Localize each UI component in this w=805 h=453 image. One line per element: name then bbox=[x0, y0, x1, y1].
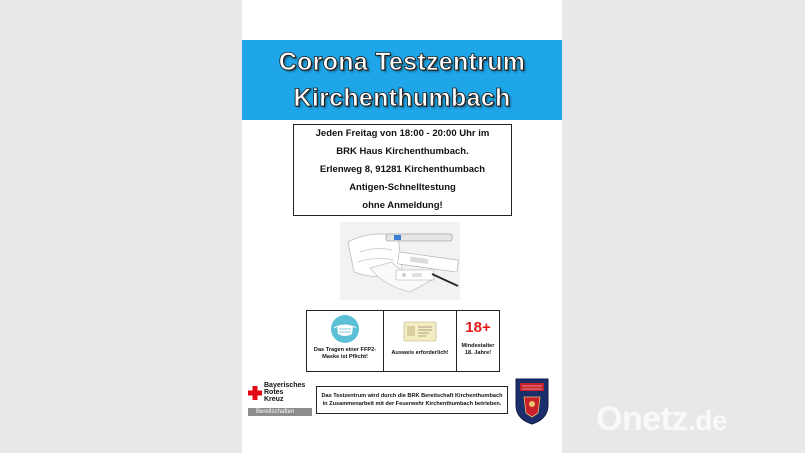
mask-icon bbox=[330, 314, 360, 344]
requirements-table bbox=[306, 310, 500, 372]
id-requirement-cell bbox=[384, 311, 457, 371]
onetz-watermark bbox=[596, 400, 727, 439]
brk-name bbox=[264, 382, 305, 403]
brk-logo bbox=[248, 382, 314, 416]
title-line-1: Corona Testzentrum bbox=[278, 48, 526, 76]
info-line-address: Erlenweg 8, 91281 Kirchenthumbach bbox=[319, 164, 486, 175]
brk-bar-label: Bereitschaften bbox=[248, 408, 312, 416]
watermark-main: Onetz bbox=[596, 400, 688, 438]
brk-name-line-2: Rotes bbox=[264, 389, 284, 396]
age-badge: 18+ bbox=[465, 318, 491, 336]
schedule-box bbox=[293, 124, 512, 216]
age-requirement-text: Mindestalter 18. Jahre! bbox=[461, 343, 495, 356]
brk-name-line-1: Bayerisches bbox=[264, 382, 306, 389]
test-kit-photo bbox=[340, 222, 460, 300]
mask-requirement-cell bbox=[307, 311, 384, 371]
info-line-test-type: Antigen-Schnelltestung bbox=[349, 182, 456, 193]
operator-note-box bbox=[316, 386, 508, 414]
title-line-2: Kirchenthumbach bbox=[293, 84, 511, 112]
fire-brigade-emblem bbox=[514, 377, 550, 425]
brk-name-line-3: Kreuz bbox=[264, 396, 284, 403]
operator-note-text: Das Testzentrum wird durch die BRK Bereitschaft Kirchenthumbach in Zusammenarbeit mit der Feuerwehr Kirchenthumbach betrieben. bbox=[321, 393, 503, 407]
age-requirement-cell bbox=[457, 311, 499, 371]
info-line-location: BRK Haus Kirchenthumbach. bbox=[336, 146, 469, 157]
info-line-schedule: Jeden Freitag von 18:00 - 20:00 Uhr im bbox=[315, 128, 490, 139]
id-requirement-text: Ausweis erforderlich! bbox=[391, 350, 449, 356]
title-banner bbox=[242, 40, 562, 120]
mask-requirement-text: Das Tragen einer FFP2-Maske ist Pflicht! bbox=[313, 347, 377, 360]
watermark-suffix: .de bbox=[687, 405, 727, 436]
id-card-icon bbox=[402, 318, 438, 344]
flyer-page bbox=[242, 0, 562, 453]
info-line-no-appointment: ohne Anmeldung! bbox=[362, 200, 443, 211]
red-cross-icon bbox=[248, 386, 262, 400]
